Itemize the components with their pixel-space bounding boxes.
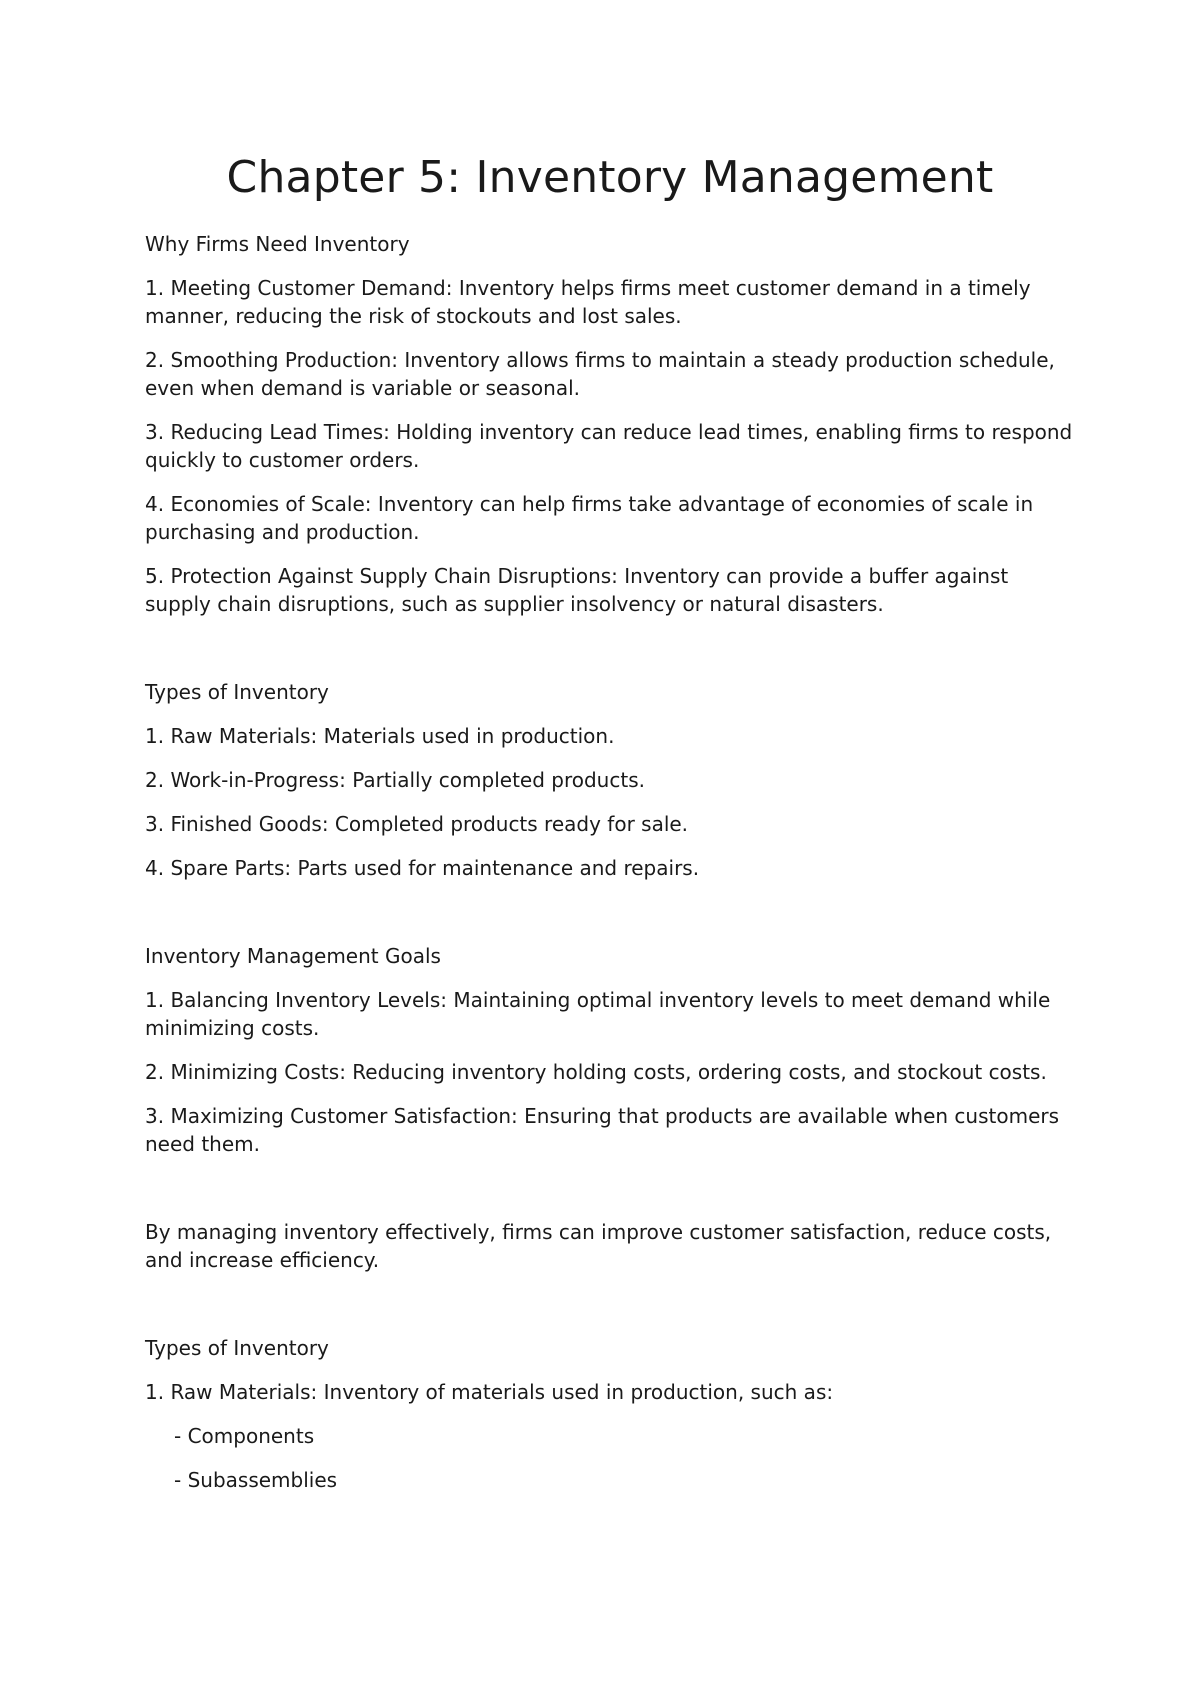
page-title: Chapter 5: Inventory Management — [226, 152, 994, 203]
list-item: 1. Raw Materials: Materials used in production. — [145, 724, 615, 748]
sub-list-item: - Subassemblies — [174, 1468, 338, 1492]
list-item: 5. Protection Against Supply Chain Disruptions: Inventory can provide a buffer against supply chain disruptions, such as supplier insolvency or natural disasters. — [145, 564, 1009, 616]
conclusion-paragraph: By managing inventory effectively, firms can improve customer satisfaction, reduce costs, and increase efficiency. — [145, 1220, 1052, 1272]
section-inventory-management-goals — [145, 942, 1075, 1158]
list-item: 3. Finished Goods: Completed products ready for sale. — [145, 812, 689, 836]
section-heading: Types of Inventory — [145, 680, 329, 704]
section-heading: Why Firms Need Inventory — [145, 232, 410, 256]
section-spacer — [145, 1174, 1075, 1218]
section-heading: Types of Inventory — [145, 1336, 329, 1360]
list-item: 4. Economies of Scale: Inventory can help firms take advantage of economies of scale in purchasing and production. — [145, 492, 1034, 544]
list-item: 3. Maximizing Customer Satisfaction: Ensuring that products are available when customers need them. — [145, 1104, 1060, 1156]
sub-list-item: - Components — [174, 1424, 315, 1448]
section-spacer — [145, 634, 1075, 678]
list-item: 4. Spare Parts: Parts used for maintenance and repairs. — [145, 856, 700, 880]
list-item: 3. Reducing Lead Times: Holding inventory can reduce lead times, enabling firms to respond quickly to customer orders. — [145, 420, 1073, 472]
section-why-firms-need-inventory — [145, 230, 1075, 618]
section-types-of-inventory — [145, 678, 1075, 882]
list-item: 2. Smoothing Production: Inventory allows firms to maintain a steady production schedule, even when demand is variable or seasonal. — [145, 348, 1055, 400]
section-heading: Inventory Management Goals — [145, 944, 441, 968]
section-spacer — [145, 898, 1075, 942]
document-content — [145, 148, 1075, 1510]
list-item: 1. Balancing Inventory Levels: Maintaining optimal inventory levels to meet demand while minimizing costs. — [145, 988, 1051, 1040]
list-item: 2. Work-in-Progress: Partially completed products. — [145, 768, 645, 792]
section-types-of-inventory-detail — [145, 1334, 1075, 1494]
section-spacer — [145, 1290, 1075, 1334]
list-item: 2. Minimizing Costs: Reducing inventory holding costs, ordering costs, and stockout costs. — [145, 1060, 1047, 1084]
list-item: 1. Raw Materials: Inventory of materials used in production, such as: — [145, 1380, 834, 1404]
list-item: 1. Meeting Customer Demand: Inventory helps firms meet customer demand in a timely manner, reducing the risk of stockouts and lost sales. — [145, 276, 1031, 328]
